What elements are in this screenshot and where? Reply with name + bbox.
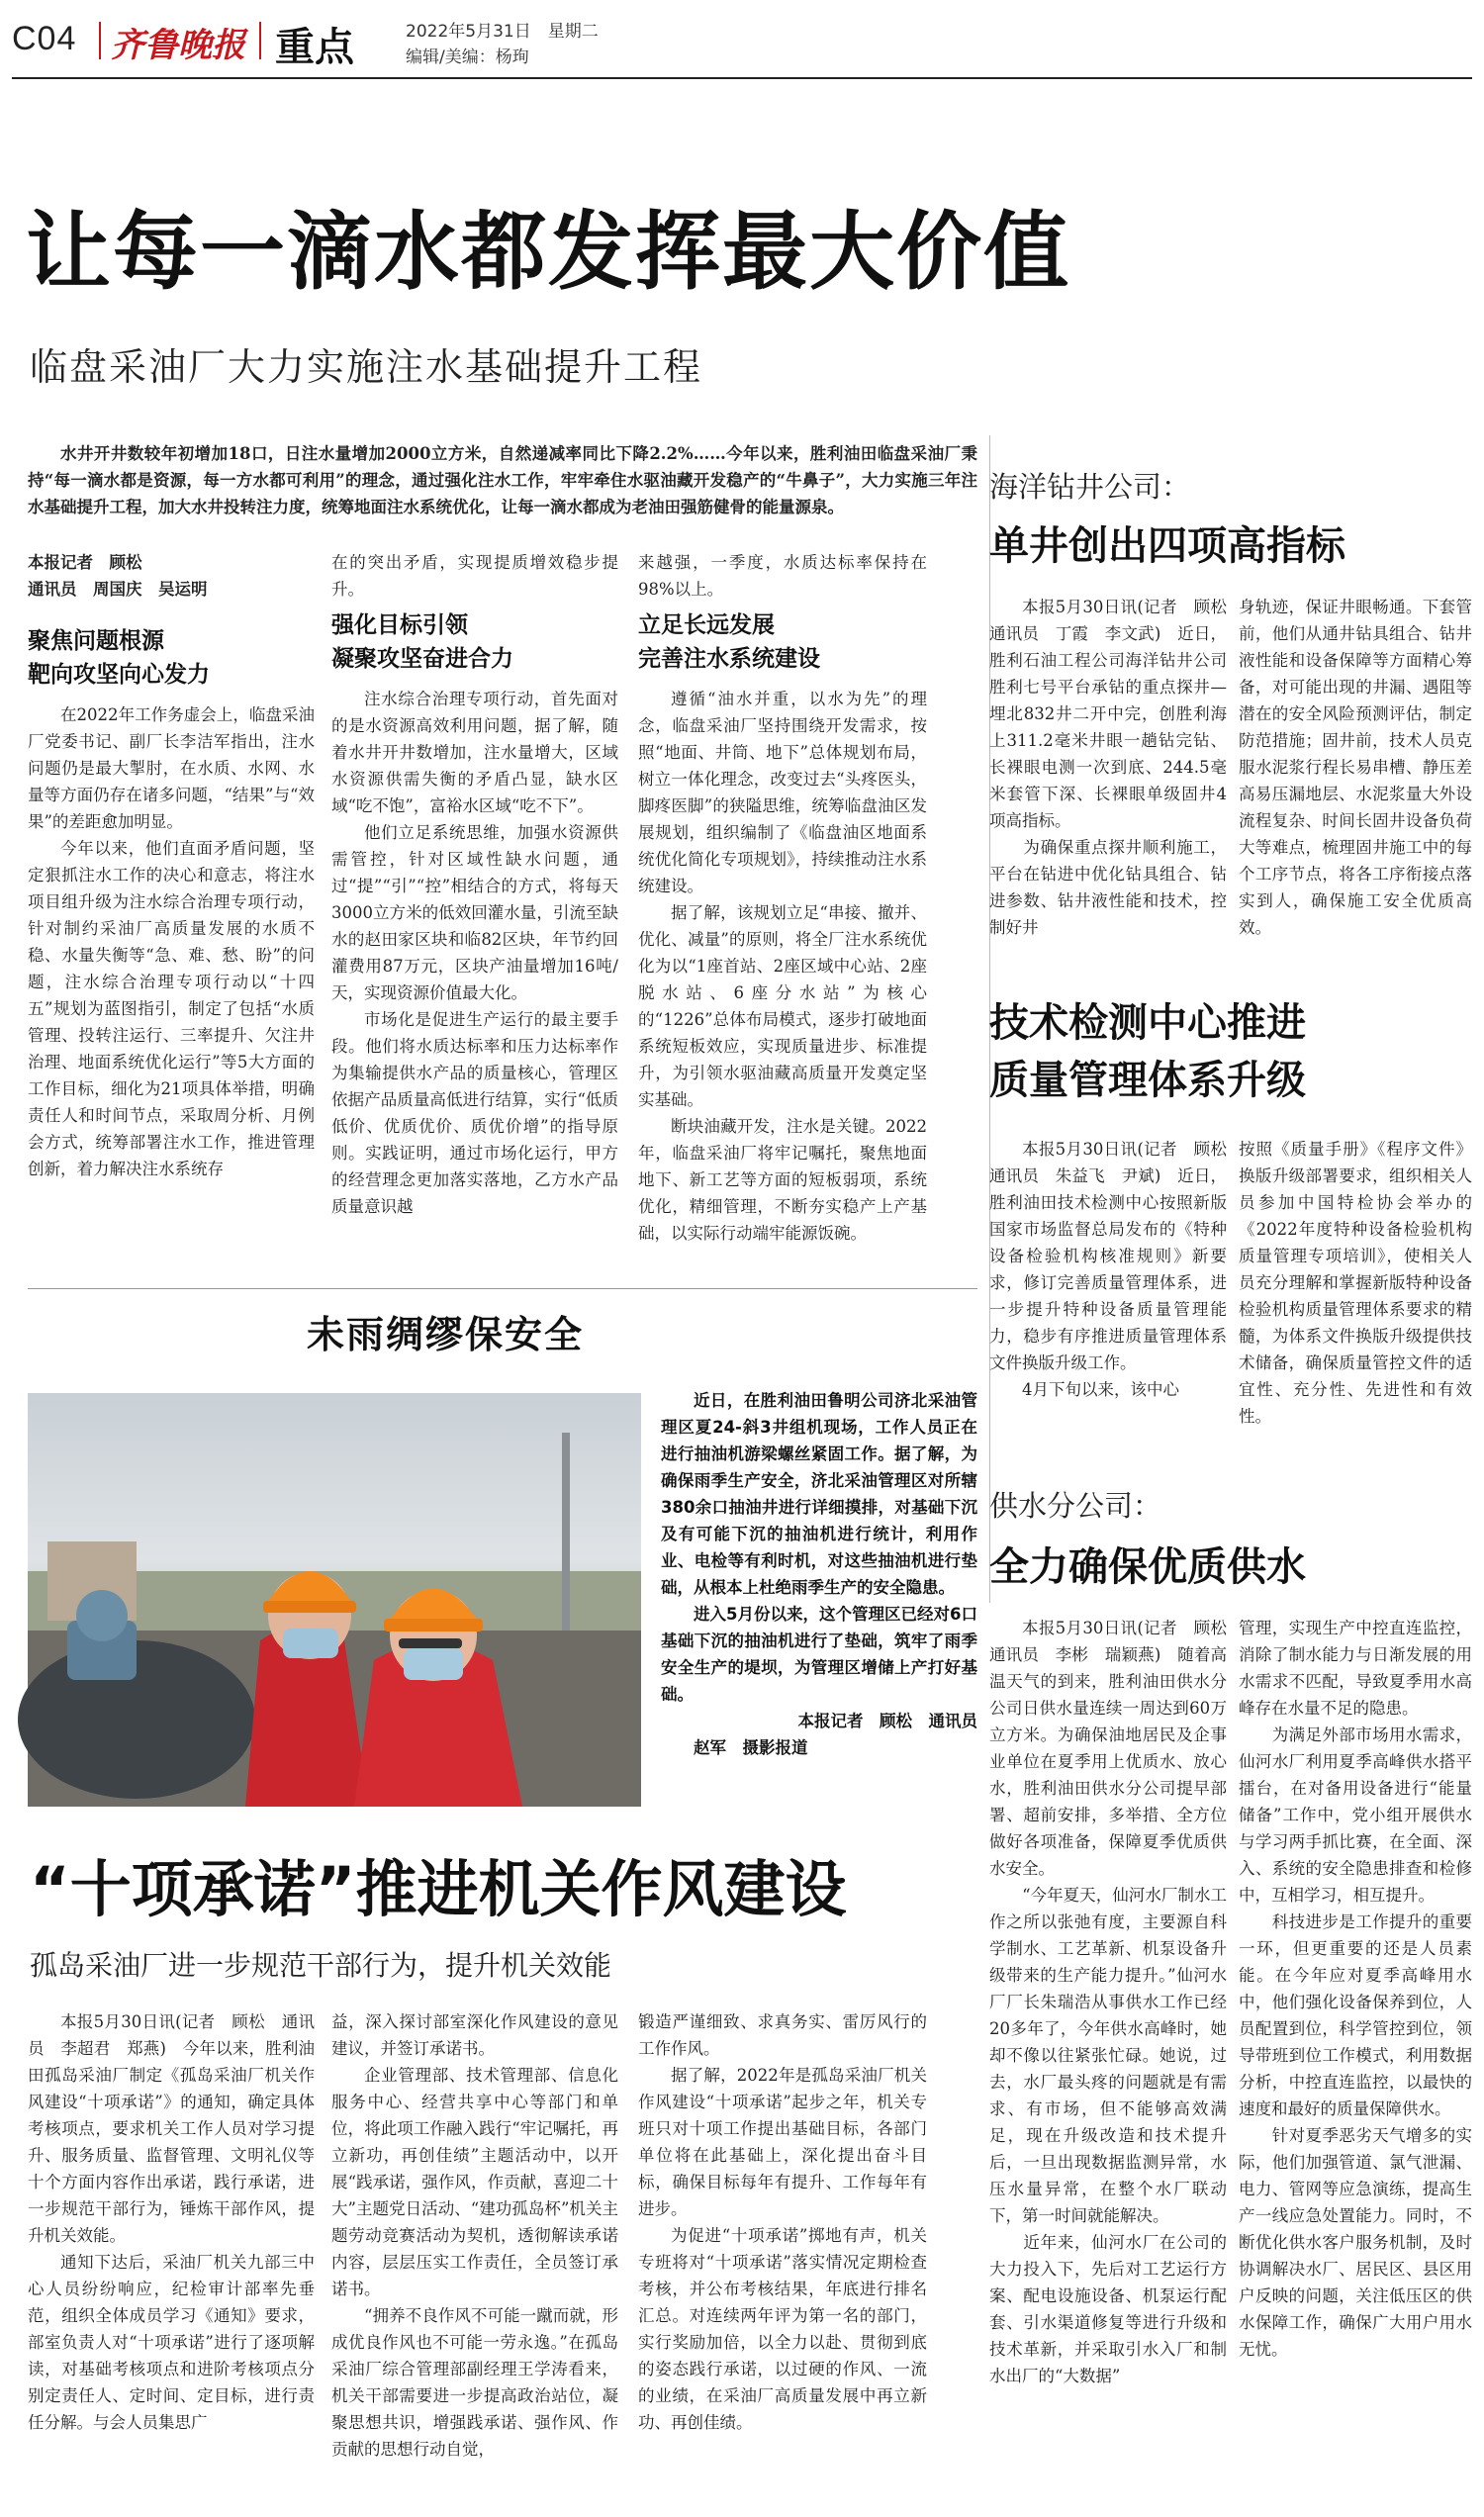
right-a2-col-1: 本报5月30日讯(记者 顾松 通讯员 朱益飞 尹斌) 近日，胜利油田技术检测中心按照新版国家市场监督总局发布的《特种设备检验机构核准规则》新要求，修订完善质量管理体系，进一步提升特种设备质量管理能力，稳步有序推进质量管理体系文件换版升级工作。 4月下旬以来，该中心 [989, 1140, 1227, 1399]
paragraph: 为促进“十项承诺”掷地有声，机关专班将对“十项承诺”落实情况定期检查考核，并公布考核结果，年底进行排名汇总。对连续两年评为第一名的部门，实行奖励加倍，以全力以赴、贯彻到底的姿态践行承诺，以过硬的作风、一流的业绩，在采油厂高质量发展中再立新功、再创佳绩。 [638, 2226, 927, 2432]
newspaper-logo: 齐鲁晚报 [111, 26, 245, 65]
paragraph: 在的突出矛盾，实现提质增效稳步提升。 [331, 553, 618, 599]
main-headline: 让每一滴水都发挥最大价值 [26, 203, 1070, 302]
main-col-1 [28, 549, 315, 1182]
main-col-2-body-b [331, 686, 618, 1220]
paragraph: 遵循“油水并重，以水为先”的理念，临盘采油厂坚持围绕开发需求，按照“地面、井筒、地下”总体规划布局，树立一体化理念，改变过去“头疼医头，脚疼医脚”的狭隘思维，统筹临盘油区发展规划，组织编制了《临盘油区地面系统优化简化专项规划》，持续推动注水系统建设。 [638, 690, 927, 895]
main-lead: 水井开井数较年初增加18口，日注水量增加2000立方米，自然递减率同比下降2.2%……今年以来，胜利油田临盘采油厂秉持“每一滴水都是资源，每一方水都可利用”的理念，通过强化注水工作，牢牢牵住水驱油藏开发稳产的“牛鼻子”，大力实施三年注水基础提升工程，加大水井投转注力度，统筹地面注水系统优化，让每一滴水都成为老油田强筋健骨的能量源泉。 [28, 444, 977, 516]
paragraph: 今年以来，他们直面矛盾问题，坚定狠抓注水工作的决心和意志，将注水项目组升级为注水综合治理专项行动，针对制约采油厂高质量发展的水质不稳、水量失衡等“急、难、愁、盼”的问题，注水综合治理专项行动以“十四五”规划为蓝图指引，制定了包括“水质管理、投转注运行、三率提升、欠注井治理、地面系统优化运行”等5大方面的工作目标，细化为21项具体举措，明确责任人和时间节点，采取周分析、月例会方式，统筹部署注水工作，推进管理创新，着力解决注水系统存 [28, 839, 315, 1178]
page-number: C04 [12, 20, 77, 57]
photo-credit: 赵军 摄影报道 [694, 1738, 808, 1757]
subhead-focus-problems: 聚焦问题根源 靶向攻坚向心发力 [28, 628, 210, 688]
right-kicker-water: 供水分公司： [989, 1489, 1162, 1523]
main-col-3 [638, 549, 927, 1247]
photo-caption [661, 1387, 977, 1761]
paragraph: 市场化是促进生产运行的最主要手段。他们将水质达标率和压力达标率作为集输提供水产品的质量核心，管理区依据产品质量高低进行结算，实行“低质低价、优质优价、质优价增”的指导原则。实践证明，通过市场化运行，甲方的经营理念更加落实落地，乙方水产品质量意识越 [331, 1010, 618, 1216]
right-headline-water: 全力确保优质供水 [989, 1544, 1306, 1590]
second-headline: “十项承诺”推进机关作风建设 [30, 1853, 847, 1925]
paragraph: 断块油藏开发，注水是关键。2022年，临盘采油厂将牢记嘱托，聚焦地面地下、新工艺等方面的短板弱项，系统优化，精细管理，不断夯实稳产上产基础，以实际行动端牢能源饭碗。 [638, 1117, 927, 1243]
section-rule [28, 1288, 977, 1289]
main-col-2 [331, 549, 618, 1220]
second-col-2 [331, 2008, 618, 2498]
second-col-3 [638, 2008, 927, 2498]
subhead-goal-guidance: 强化目标引领 凝聚攻坚奋进合力 [331, 612, 513, 672]
second-subheadline: 孤岛采油厂进一步规范干部行为，提升机关效能 [30, 1949, 612, 1982]
right-kicker-ocean: 海洋钻井公司： [989, 470, 1191, 504]
masthead-divider [99, 22, 101, 59]
paragraph: 企业管理部、技术管理部、信息化服务中心、经营共享中心等部门和单位，将此项工作融入践行“牢记嘱托，再立新功，再创佳绩”主题活动中，以开展“践承诺，强作风，作贡献，喜迎二十大”主题党日活动、“建功孤岛杯”机关主题劳动竞赛活动为契机，透彻解读承诺内容，层层压实工作责任，全员签订承诺书。 [331, 2066, 618, 2298]
paragraph: 来越强，一季度，水质达标率保持在98%以上。 [638, 553, 927, 599]
photo-illustration [28, 1393, 641, 1807]
masthead-rule [12, 77, 1472, 79]
byline-reporter: 本报记者 顾松 [28, 553, 142, 572]
right-headline-inspection: 技术检测中心推进 质量管理体系升级 [989, 1000, 1306, 1103]
two-workers-inspecting-valve-photo [28, 1393, 641, 1807]
masthead-divider [259, 22, 261, 59]
paragraph: 注水综合治理专项行动，首先面对的是水资源高效利用问题，据了解，随着水井开井数增加，注水量增大，区域水资源供需失衡的矛盾凸显，缺水区域“吃不饱”，富裕水区域“吃不下”。 [331, 690, 618, 815]
main-col-2-body-a [331, 549, 618, 603]
paragraph: 本报5月30日讯(记者 顾松 通讯员 李超君 郑燕) 今年以来，胜利油田孤岛采油厂制定《孤岛采油厂机关作风建设“十项承诺”》的通知，确定具体考核项点，要求机关工作人员对学习提升、服务质量、监督管理、文明礼仪等十个方面内容作出承诺，践行承诺，进一步规范干部行为，锤炼干部作风，提升机关效能。 [28, 2012, 315, 2245]
byline-correspondent: 通讯员 周国庆 吴运明 [28, 580, 208, 599]
paragraph: 在2022年工作务虚会上，临盘采油厂党委书记、副厂长李洁军指出，注水问题仍是最大掣肘，在水质、水网、水量等方面仍存在诸多问题，“结果”与“效果”的差距愈加明显。 [28, 705, 315, 831]
photo-story-headline: 未雨绸缪保安全 [307, 1313, 585, 1356]
main-col-3-body-a [638, 549, 927, 603]
caption-paragraph: 进入5月份以来，这个管理区已经对6口基础下沉的抽油机进行了垫础，筑牢了雨季安全生产的堤坝，为管理区增储上产打好基础。 [661, 1605, 977, 1704]
issue-date: 2022年5月31日 星期二 [406, 22, 599, 42]
subhead-long-term: 立足长远发展 完善注水系统建设 [638, 612, 820, 672]
section-name: 重点 [275, 25, 354, 70]
right-a1-col-2: 身轨迹，保证井眼畅通。下套管前，他们从通井钻具组合、钻井液性能和设备保障等方面精心筹备，对可能出现的井漏、遇阻等潜在的安全风险预测评估，制定防范措施；固井前，技术人员克服水泥浆行程长易串槽、静压差高易压漏地层、水泥浆量大外设流程复杂、时间长固井设备负荷大等难点，梳理固井施工中的每个工序节点，将各工序衔接点落实到人，确保施工安全优质高效。 [1239, 598, 1472, 937]
main-col-3-body-b [638, 686, 927, 1247]
paragraph: “拥养不良作风不可能一蹴而就，形成优良作风也不可能一劳永逸。”在孤岛采油厂综合管理部副经理王学涛看来，机关干部需要进一步提高政治站位，凝聚思想共识，增强践承诺、强作风、作贡献的思想行动自觉， [331, 2306, 618, 2459]
paragraph: 通知下达后，采油厂机关九部三中心人员纷纷响应，纪检审计部率先垂范，组织全体成员学习《通知》要求，部室负责人对“十项承诺”进行了逐项解读，对基础考核项点和进阶考核项点分别定责任人、定时间、定目标，进行责任分解。与会人员集思广 [28, 2253, 315, 2432]
photo-credit: 本报记者 顾松 通讯员 [797, 1712, 977, 1730]
right-headline-ocean: 单井创出四项高指标 [989, 523, 1345, 569]
right-a3-col-1: 本报5月30日讯(记者 顾松 通讯员 李彬 瑞颖燕) 随着高温天气的到来，胜利油田供水分公司日供水量连续一周达到60万立方米。为确保油地居民及企事业单位在夏季用上优质水、放心水，胜利油田供水分公司提早部署、超前安排，多举措、全方位做好各项准备，保障夏季优质供水安全。 “今年夏天，仙河水厂制水工作之所以张弛有度，主要源自科学制水、工艺革新、机泵设备升级带来的生产能力提升。”仙河水厂厂长朱瑞浩从事供水工作已经20多年了，今年供水高峰时，她却不像以往紧张忙碌。她说，过去，水厂最头疼的问题就是有需求、有市场，但不能够高效满足，现在升级改造和技术提升后，一旦出现数据监测异常，水压水量异常，在整个水厂联动下，第一时间就能解决。 近年来，仙河水厂在公司的大力投入下，先后对工艺运行方案、配电设施设备、机泵运行配套、引水渠道修复等进行升级和技术革新，并采取引水入厂和制水出厂的“大数据” [989, 1619, 1227, 2385]
main-subheadline: 临盘采油厂大力实施注水基础提升工程 [30, 345, 703, 389]
editor-credit: 编辑/美编：杨珣 [406, 47, 529, 67]
paragraph: 益，深入探讨部室深化作风建设的意见建议，并签订承诺书。 [331, 2012, 618, 2058]
second-col-1 [28, 2008, 315, 2498]
paragraph: 据了解，该规划立足“串接、撤并、优化、减量”的原则，将全厂注水系统优化为以“1座首站、2座区域中心站、2座脱水站、6座分水站”为核心的“1226”总体布局模式，逐步打破地面系统短板效应，实现质量进步、标准提升，为引领水驱油藏高质量开发奠定坚实基础。 [638, 903, 927, 1109]
right-a3-col-2: 管理，实现生产中控直连监控，消除了制水能力与日渐发展的用水需求不匹配，导致夏季用水高峰存在水量不足的隐患。 为满足外部市场用水需求，仙河水厂利用夏季高峰供水搭平擂台，在对备用设备进行“能量储备”工作中，党小组开展供水与学习两手抓比赛，在全面、深入、系统的安全隐患排查和检修中，互相学习，相互提升。 科技进步是工作提升的重要一环，但更重要的还是人员素能。在今年应对夏季高峰用水中，他们强化设备保养到位，人员配置到位，科学管控到位，领导带班到位工作模式，利用数据分析，中控直连监控，以最快的速度和最好的质量保障供水。 针对夏季恶劣天气增多的实际，他们加强管道、氯气泄漏、电力、管网等应急演练，提高生产一线应急处置能力。同时，不断优化供水客户服务机制，及时协调解决水厂、居民区、县区用户反映的问题，关注低压区的供水保障工作，确保广大用户用水无忧。 [1239, 1619, 1472, 2359]
right-a1-col-1: 本报5月30日讯(记者 顾松 通讯员 丁霞 李文武) 近日，胜利石油工程公司海洋钻井公司胜利七号平台承钻的重点探井—埋北832井二开中完，创胜利海上311.2毫米井眼一趟钻完钻、长裸眼电测一次到底、244.5毫米套管下深、长裸眼单级固井4项高指标。 为确保重点探井顺利施工，平台在钻进中优化钻具组合、钻进参数、钻井液性能和技术，控制好井 [989, 598, 1227, 937]
right-a2-col-2: 按照《质量手册》《程序文件》换版升级部署要求，组织相关人员参加中国特检协会举办的《2022年度特种设备检验机构质量管理专项培训》，使相关人员充分理解和掌握新版特种设备检验机构质量管理体系要求的精髓，为体系文件换版升级提供技术储备，确保质量管控文件的适宜性、充分性、先进性和有效性。 [1239, 1140, 1472, 1426]
caption-paragraph: 近日，在胜利油田鲁明公司济北采油管理区夏24-斜3井组机现场，工作人员正在进行抽油机游梁螺丝紧固工作。据了解，为确保雨季生产安全，济北采油管理区对所辖380余口抽油井进行详细摸排，对基础下沉及有可能下沉的抽油机进行统计，利用作业、电检等有利时机，对这些抽油机进行垫础，从根本上杜绝雨季生产的安全隐患。 [661, 1391, 977, 1597]
paragraph: 锻造严谨细致、求真务实、雷厉风行的工作作风。 [638, 2012, 927, 2058]
paragraph: 据了解，2022年是孤岛采油厂机关作风建设“十项承诺”起步之年，机关专班只对十项工作提出基础目标，各部门单位将在此基础上，深化提出奋斗目标，确保目标每年有提升、工作每年有进步。 [638, 2066, 927, 2218]
paragraph: 他们立足系统思维，加强水资源供需管控，针对区域性缺水问题，通过“提”“引”“控”相结合的方式，将每天3000立方米的低效回灌水量，引流至缺水的赵田家区块和临82区块，年节约回灌费用87万元，区块产油量增加16吨/天，实现资源价值最大化。 [331, 823, 618, 1002]
main-col-1-body [28, 701, 315, 1182]
